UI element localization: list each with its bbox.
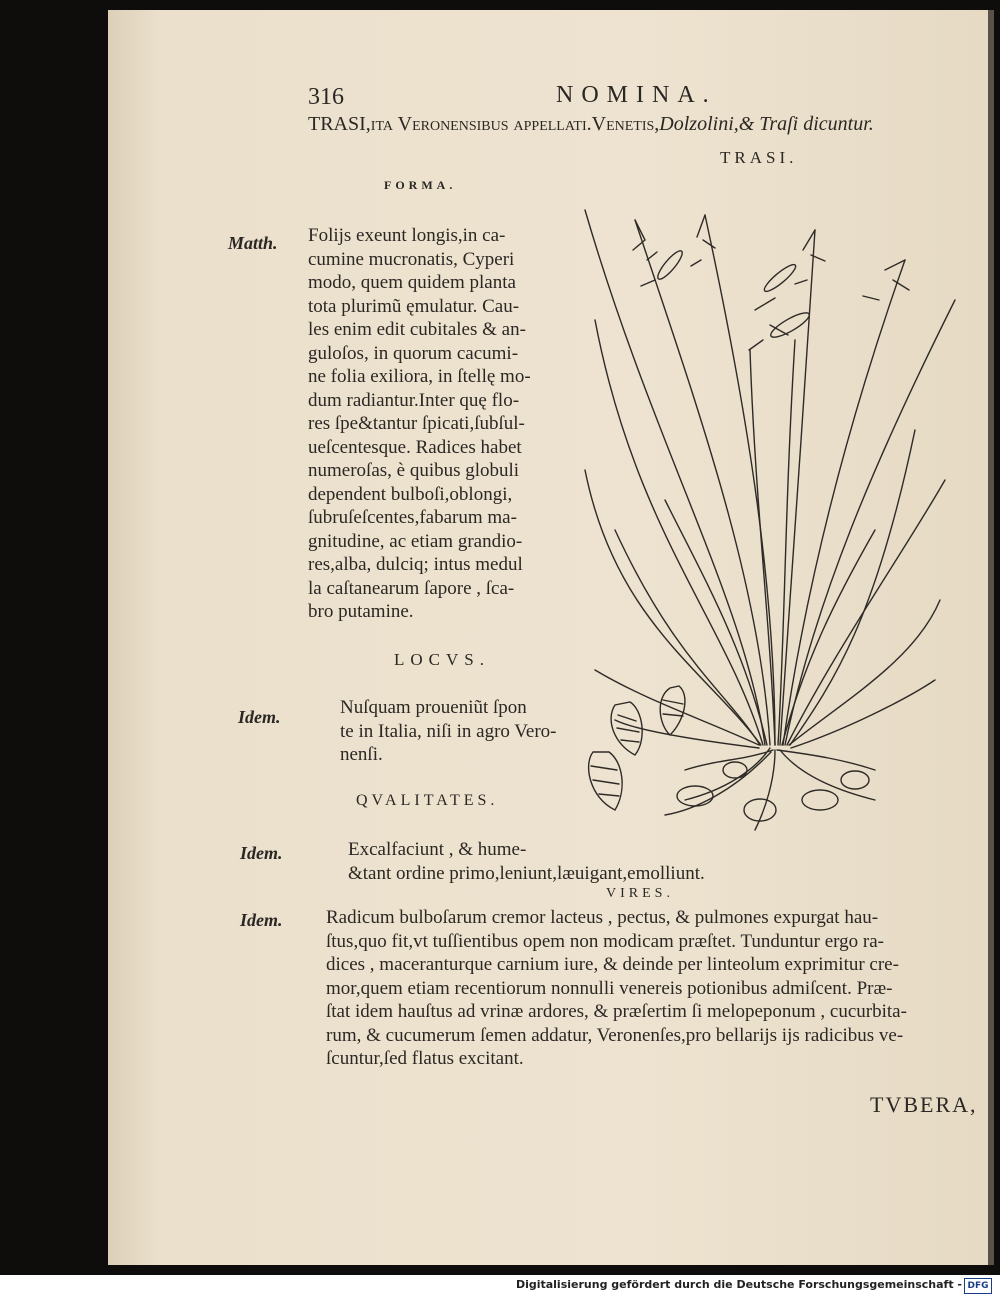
qualitates-line: &tant ordine primo,leniunt,læuigant,emolliunt. [348, 862, 705, 884]
intro-italic: Dolzolini,& Traſi dicuntur. [659, 113, 874, 135]
margin-note-qualitates: Idem. [240, 843, 283, 863]
forma-line: numeroſas, è quibus globuli [308, 460, 520, 481]
forma-line: cumine mucronatis, Cyperi [308, 248, 515, 270]
intro-line [308, 113, 874, 136]
locus-line: nenſi. [340, 744, 383, 765]
margin-note-locus: Idem. [238, 707, 281, 727]
locus-line: Nuſquam proueniũt ſpon [340, 697, 527, 718]
forma-line: guloſos, in quorum cacumi- [308, 342, 519, 364]
vires-line: dices , maceranturque carnium iure, & deinde per linteolum exprimitur cre- [326, 954, 899, 975]
qualitates-text [348, 838, 705, 885]
margin-note-vires: Idem. [240, 910, 283, 930]
locus-line: te in Italia, niſi in agro Vero- [340, 720, 557, 742]
forma-line: res ſpe&tantur ſpicati,ſubſul- [308, 413, 525, 434]
margin-note-forma: Matth. [228, 233, 278, 253]
dfg-logo: DFG [964, 1278, 992, 1294]
vires-line: mor,quem etiam recentiorum nonnulli venereis potionibus admiſcent. Præ- [326, 977, 893, 999]
forma-line: res,alba, dulciq; intus medul [308, 554, 523, 575]
forma-line: dependent bulboſi,oblongi, [308, 483, 513, 505]
page-number: 316 [308, 84, 344, 110]
forma-line: tota plurimũ ęmulatur. Cau- [308, 295, 520, 317]
vires-line: ſcuntur,ſed flatus excitant. [326, 1048, 524, 1069]
vires-line: ſtus,quo fit,vt tuſſientibus opem non modicam præſtet. Tunduntur ergo ra- [326, 930, 885, 952]
heading-locus: LOCVS. [394, 650, 490, 669]
vires-line: Radicum bulboſarum cremor lacteus , pectus, & pulmones expurgat hau- [326, 907, 879, 928]
heading-forma: FORMA. [384, 178, 457, 192]
forma-line: modo, quem quidem planta [308, 272, 516, 293]
forma-text [308, 224, 531, 624]
figure-caption: TRASI. [720, 148, 798, 167]
forma-line: dum radiantur.Inter quę flo- [308, 389, 520, 411]
running-title: NOMINA. [556, 82, 717, 108]
page-edge [988, 10, 994, 1265]
footer-credit: Digitalisierung gefördert durch die Deutsche Forschungsgemeinschaft - [515, 1278, 962, 1291]
qualitates-line: Excalfaciunt , & hume- [348, 839, 527, 860]
forma-line: Folijs exeunt longis,in ca- [308, 225, 506, 246]
footer-bar [0, 1275, 1000, 1297]
vires-line: ſtat idem hauſtus ad vrinæ ardores, & præſertim ſi melopeponum , cucurbita- [326, 1001, 907, 1022]
forma-line: gnitudine, ac etiam grandio- [308, 530, 523, 552]
forma-line: ne folia exiliora, in ſtellę mo- [308, 366, 531, 387]
locus-text [340, 696, 557, 767]
tuber-icon [611, 702, 642, 755]
plant-woodcut-illustration [575, 200, 965, 845]
vires-text [326, 906, 907, 1071]
heading-vires: VIRES. [606, 886, 674, 901]
vires-line: rum, & cucumerum ſemen addatur, Veronenſes,pro bellarijs ijs radicibus ve- [326, 1024, 904, 1046]
heading-qualitates: QVALITATES. [356, 792, 499, 809]
forma-line: bro putamine. [308, 601, 414, 622]
intro-text: TRASI,ita Veronenſibus appellati.Venetis, [308, 113, 660, 135]
forma-line: ueſcentesque. Radices habet [308, 436, 522, 458]
catchword: TVBERA, [870, 1092, 978, 1117]
forma-line: les enim edit cubitales & an- [308, 319, 526, 340]
forma-line: la caſtanearum ſapore , ſca- [308, 577, 515, 599]
forma-line: ſubruſeſcentes,fabarum ma- [308, 507, 517, 528]
